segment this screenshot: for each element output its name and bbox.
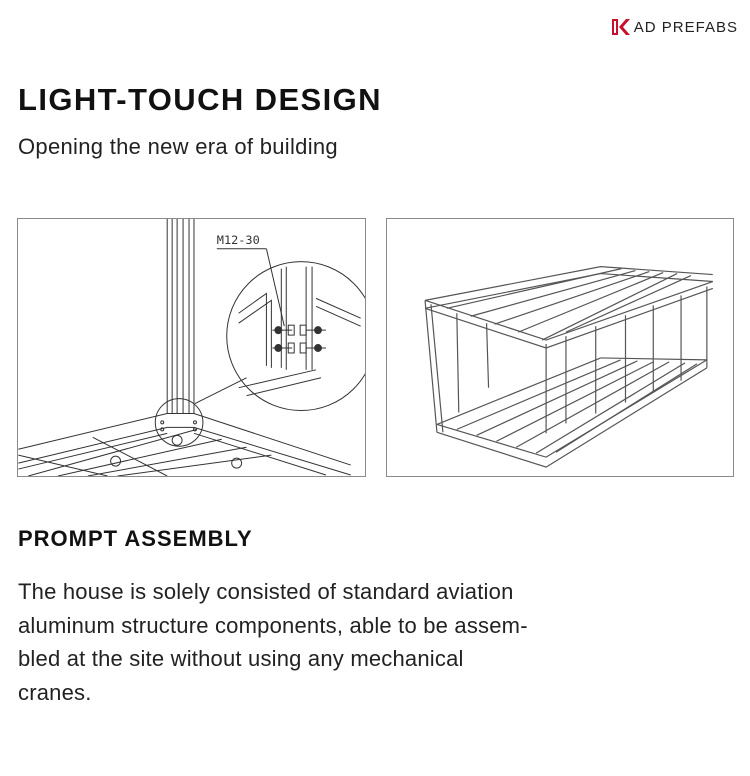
body-line: aluminum structure components, able to be assem-: [18, 612, 528, 638]
body-line: cranes.: [18, 679, 92, 705]
body-line: The house is solely consisted of standard aviation: [18, 579, 514, 604]
frame-structure-diagram: [386, 218, 734, 477]
section-title: PROMPT ASSEMBLY: [18, 526, 253, 551]
body-line: bled at the site without using any mechanical: [18, 646, 464, 671]
brand-logo: [609, 16, 738, 38]
page-subtitle: Opening the new era of building: [18, 134, 338, 159]
page-title: LIGHT-TOUCH DESIGN: [18, 82, 382, 117]
section-body: [18, 575, 658, 709]
bolt-connection-svg: [18, 219, 365, 476]
k-logo-icon: [609, 16, 631, 38]
bolt-connection-diagram: [17, 218, 366, 477]
frame-structure-svg: [387, 219, 733, 476]
bolt-spec-label: M12-30: [216, 232, 260, 247]
brand-name: AD PREFABS: [633, 18, 738, 36]
